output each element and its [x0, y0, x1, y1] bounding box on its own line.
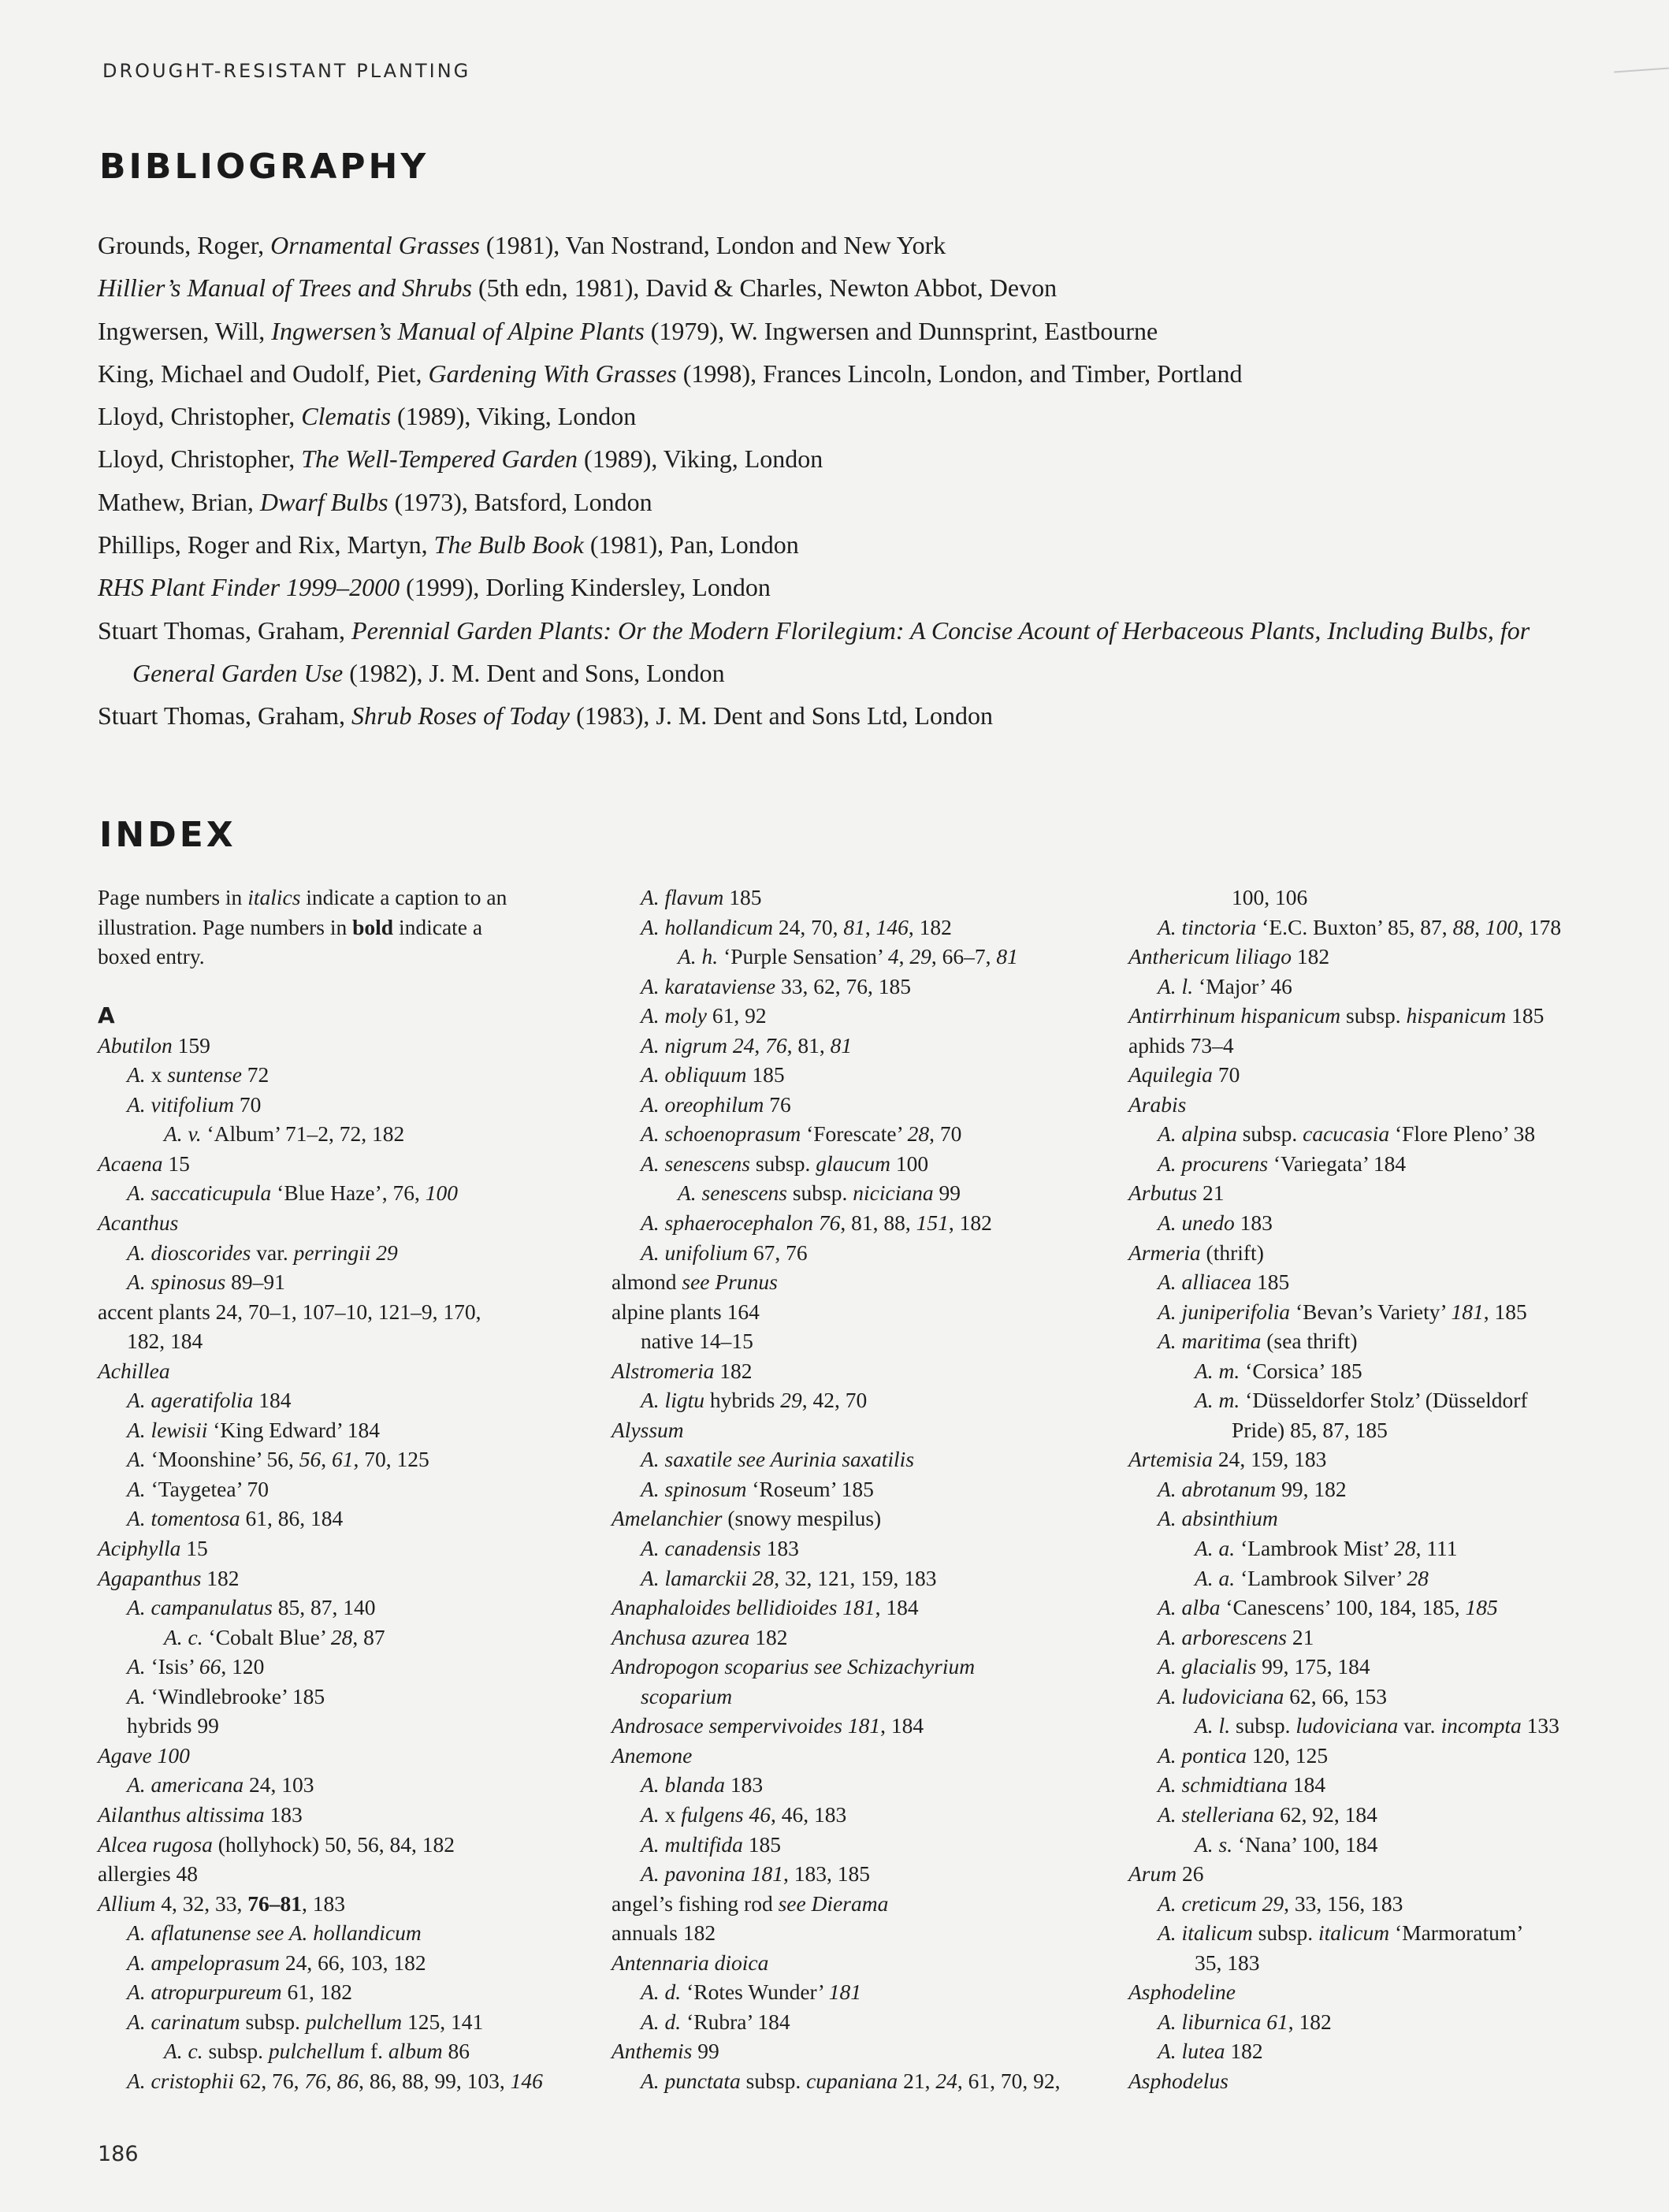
index-entry: Anthericum liliago 182: [1128, 944, 1330, 969]
index-subentry: A. liburnica 61, 182: [1158, 2009, 1332, 2034]
index-entry: Achillea: [98, 1358, 170, 1383]
index-subentry: A. aflatunense see A. hollandicum: [127, 1920, 422, 1946]
index-subentry: A. stelleriana 62, 92, 184: [1158, 1801, 1377, 1827]
bibliography-title: BIBLIOGRAPHY: [99, 147, 429, 187]
index-subentry: A. tomentosa 61, 86, 184: [127, 1506, 344, 1531]
index-entry: annuals 182: [611, 1920, 716, 1946]
index-subentry: A. canadensis 183: [641, 1536, 799, 1561]
index-entry: Agave 100: [98, 1742, 190, 1768]
index-subentry: A. schmidtiana 184: [1158, 1772, 1326, 1797]
bibliography-list: [98, 224, 1595, 738]
index-entry: Artemisia 24, 159, 183: [1128, 1447, 1327, 1472]
index-entry: angel’s fishing rod see Dierama: [611, 1890, 889, 1916]
index-entry: Asphodeline: [1128, 1980, 1236, 2005]
index-entry: Alyssum: [611, 1417, 684, 1442]
index-entry: Arbutus 21: [1128, 1180, 1225, 1206]
index-title: INDEX: [99, 815, 236, 855]
index-subentry: A. nigrum 24, 76, 81, 81: [641, 1032, 853, 1058]
index-subentry: A. cristophii 62, 76, 76, 86, 86, 88, 99, 103, 146: [127, 2068, 543, 2093]
index-entry: allergies 48: [98, 1861, 199, 1887]
index-entry: Anchusa azurea 182: [611, 1624, 788, 1649]
index-subentry: A. procurens ‘Variegata’ 184: [1158, 1151, 1407, 1176]
index-subentry: A. atropurpureum 61, 182: [127, 1980, 352, 2005]
index-entry: almond see Prunus: [611, 1270, 778, 1295]
index-subentry: A. ligtu hybrids 29, 42, 70: [641, 1388, 868, 1413]
index-subentry: A. d. ‘Rotes Wunder’ 181: [641, 1980, 861, 2005]
index-subentry: A. lewisii ‘King Edward’ 184: [127, 1417, 381, 1442]
index-subentry: A. tinctoria ‘E.C. Buxton’ 85, 87, 88, 100, 178: [1158, 914, 1562, 939]
index-entry: aphids 73–4: [1128, 1032, 1234, 1058]
index-subentry: A. unifolium 67, 76: [641, 1240, 808, 1265]
index-subentry: A. ‘Windlebrooke’ 185: [127, 1683, 325, 1708]
index-subentry: A. x fulgens 46, 46, 183: [641, 1801, 847, 1827]
index-entry: Acanthus: [98, 1210, 179, 1236]
index-subentry: A. c. subsp. pulchellum f. album 86: [164, 2039, 470, 2064]
index-entry: Anemone: [611, 1742, 693, 1768]
index-subentry: A. americana 24, 103: [127, 1772, 314, 1797]
index-subentry: A. saxatile see Aurinia saxatilis: [641, 1447, 915, 1472]
bibliography-entry: Ingwersen, Will, Ingwersen’s Manual of Alpine Plants (1979), W. Ingwersen and Dunnsprint, Eastbourne: [98, 316, 1158, 345]
index-subentry: A. sphaerocephalon 76, 81, 88, 151, 182: [641, 1210, 992, 1236]
index-subentry: A. alba ‘Canescens’ 100, 184, 185, 185: [1158, 1595, 1498, 1620]
index-subentry: A. oreophilum 76: [641, 1091, 791, 1117]
index-entry: Alcea rugosa (hollyhock) 50, 56, 84, 182: [98, 1831, 455, 1857]
index-entry: Aquilegia 70: [1128, 1062, 1240, 1087]
index-subentry: A. m. ‘Corsica’ 185: [1195, 1358, 1362, 1383]
index-subentry: A. unedo 183: [1158, 1210, 1273, 1236]
index-subentry: A. pavonina 181, 183, 185: [641, 1861, 871, 1887]
index-subentry: A. maritima (sea thrift): [1158, 1329, 1358, 1354]
index-subentry: A. x suntense 72: [127, 1062, 269, 1087]
index-entry: Asphodelus: [1128, 2068, 1229, 2093]
index-column-2: [611, 883, 1116, 2095]
index-subentry: A. creticum 29, 33, 156, 183: [1158, 1890, 1403, 1916]
index-entry: Antennaria dioica: [611, 1950, 769, 1975]
index-subentry: A. ludoviciana 62, 66, 153: [1158, 1683, 1388, 1708]
index-subentry: A. campanulatus 85, 87, 140: [127, 1595, 376, 1620]
bibliography-entry: Lloyd, Christopher, The Well-Tempered Garden (1989), Viking, London: [98, 444, 823, 474]
index-subentry: A. hollandicum 24, 70, 81, 146, 182: [641, 914, 952, 939]
index-subentry: A. lutea 182: [1158, 2039, 1263, 2064]
index-spacer: [98, 972, 571, 1002]
index-subentry: A. blanda 183: [641, 1772, 764, 1797]
bibliography-entry: Hillier’s Manual of Trees and Shrubs (5th edn, 1981), David & Charles, Newton Abbot, Devon: [98, 273, 1058, 303]
index-subentry: A. a. ‘Lambrook Silver’ 28: [1195, 1565, 1429, 1590]
index-entry: Alstromeria 182: [611, 1358, 753, 1383]
index-subentry: A. senescens subsp. niciciana 99: [678, 1180, 961, 1206]
bibliography-entry: Phillips, Roger and Rix, Martyn, The Bulb Book (1981), Pan, London: [98, 530, 799, 560]
index-subentry: A. l. subsp. ludoviciana var. incompta 133: [1195, 1713, 1559, 1738]
index-letter-heading: A: [98, 1002, 115, 1029]
index-subentry: A. arborescens 21: [1158, 1624, 1314, 1649]
index-subentry: A. pontica 120, 125: [1158, 1742, 1329, 1768]
index-column-3: [1128, 883, 1649, 2095]
index-subentry: A. v. ‘Album’ 71–2, 72, 182: [164, 1121, 405, 1147]
page-number: 186: [98, 2142, 139, 2166]
index-subentry: A. lamarckii 28, 32, 121, 159, 183: [641, 1565, 937, 1590]
index-subentry: A. alliacea 185: [1158, 1270, 1290, 1295]
index-entry: Acaena 15: [98, 1151, 190, 1176]
index-subentry: scoparium: [641, 1683, 733, 1708]
bibliography-entry: Stuart Thomas, Graham, Shrub Roses of Today (1983), J. M. Dent and Sons Ltd, London: [98, 701, 993, 731]
index-entry: alpine plants 164: [611, 1299, 760, 1324]
index-entry: Arum 26: [1128, 1861, 1204, 1887]
index-subentry: A. m. ‘Düsseldorfer Stolz’ (Düsseldorf: [1195, 1388, 1528, 1413]
index-entry: accent plants 24, 70–1, 107–10, 121–9, 170,: [98, 1299, 481, 1324]
index-subentry: A. punctata subsp. cupaniana 21, 24, 61, 70, 92,: [641, 2068, 1061, 2093]
index-subentry: A. spinosum ‘Roseum’ 185: [641, 1476, 874, 1501]
bibliography-entry: Lloyd, Christopher, Clematis (1989), Viking, London: [98, 402, 637, 431]
index-subentry: A. alpina subsp. cacucasia ‘Flore Pleno’ 38: [1158, 1121, 1536, 1147]
index-entry: Abutilon 159: [98, 1032, 210, 1058]
index-subentry: A. ‘Moonshine’ 56, 56, 61, 70, 125: [127, 1447, 429, 1472]
index-subentry: A. schoenoprasum ‘Forescate’ 28, 70: [641, 1121, 962, 1147]
bibliography-entry: Grounds, Roger, Ornamental Grasses (1981), Van Nostrand, London and New York: [98, 231, 946, 259]
index-entry: Page numbers in italics indicate a caption to an: [98, 885, 507, 909]
index-entry: Anaphaloides bellidioides 181, 184: [611, 1595, 919, 1620]
index-entry: Androsace sempervivoides 181, 184: [611, 1713, 924, 1738]
index-subentry: A. dioscorides var. perringii 29: [127, 1240, 398, 1265]
index-subentry: A. s. ‘Nana’ 100, 184: [1195, 1831, 1378, 1857]
bibliography-entry: King, Michael and Oudolf, Piet, Gardening With Grasses (1998), Frances Lincoln, London, and Timber, Portland: [98, 359, 1243, 388]
index-subentry: A. h. ‘Purple Sensation’ 4, 29, 66–7, 81: [678, 944, 1018, 969]
index-subentry: A. absinthium: [1158, 1506, 1278, 1531]
index-subentry: A. carinatum subsp. pulchellum 125, 141: [127, 2009, 484, 2034]
index-subentry: Pride) 85, 87, 185: [1232, 1417, 1388, 1442]
index-subentry: A. multifida 185: [641, 1831, 781, 1857]
index-subentry: 182, 184: [127, 1329, 203, 1354]
index-subentry: A. ageratifolia 184: [127, 1388, 292, 1413]
index-subentry: A. juniperifolia ‘Bevan’s Variety’ 181, 185: [1158, 1299, 1527, 1324]
index-entry: Aciphylla 15: [98, 1536, 208, 1561]
index-entry: Anthemis 99: [611, 2039, 719, 2064]
index-subentry: A. saccaticupula ‘Blue Haze’, 76, 100: [127, 1180, 459, 1206]
index-entry: Armeria (thrift): [1128, 1240, 1264, 1265]
corner-mark: [1614, 68, 1669, 73]
index-subentry: 100, 106: [1232, 885, 1308, 909]
index-subentry: A. glacialis 99, 175, 184: [1158, 1654, 1370, 1679]
running-head: DROUGHT-RESISTANT PLANTING: [102, 60, 471, 82]
index-subentry: A. ‘Isis’ 66, 120: [127, 1654, 265, 1679]
index-entry: Agapanthus 182: [98, 1565, 240, 1590]
index-entry: Amelanchier (snowy mespilus): [611, 1506, 882, 1531]
index-subentry: A. c. ‘Cobalt Blue’ 28, 87: [164, 1624, 385, 1649]
index-subentry: 35, 183: [1195, 1950, 1260, 1975]
index-subentry: A. vitifolium 70: [127, 1091, 262, 1117]
bibliography-entry: Mathew, Brian, Dwarf Bulbs (1973), Batsford, London: [98, 487, 652, 516]
index-subentry: A. a. ‘Lambrook Mist’ 28, 111: [1195, 1536, 1458, 1561]
index-subentry: A. l. ‘Major’ 46: [1158, 973, 1292, 998]
index-entry: illustration. Page numbers in bold indicate a: [98, 914, 483, 939]
index-entry: boxed entry.: [98, 944, 205, 969]
index-subentry: A. karataviense 33, 62, 76, 185: [641, 973, 911, 998]
index-subentry: native 14–15: [641, 1329, 753, 1354]
index-subentry: A. ‘Taygetea’ 70: [127, 1476, 269, 1501]
index-subentry: A. obliquum 185: [641, 1062, 785, 1087]
index-column-1: [98, 883, 571, 2095]
index-entry: Allium 4, 32, 33, 76–81, 183: [98, 1890, 345, 1916]
index-subentry: A. abrotanum 99, 182: [1158, 1476, 1347, 1501]
index-subentry: A. ampeloprasum 24, 66, 103, 182: [127, 1950, 426, 1975]
index-entry: Antirrhinum hispanicum subsp. hispanicum 185: [1128, 1003, 1544, 1028]
index-subentry: A. spinosus 89–91: [127, 1270, 285, 1295]
index-subentry: A. moly 61, 92: [641, 1003, 767, 1028]
index-entry: Andropogon scoparius see Schizachyrium: [611, 1654, 976, 1679]
bibliography-entry: RHS Plant Finder 1999–2000 (1999), Dorling Kindersley, London: [98, 573, 771, 602]
index-entry: Arabis: [1128, 1091, 1187, 1117]
index-entry: Ailanthus altissima 183: [98, 1801, 303, 1827]
bibliography-entry: Stuart Thomas, Graham, Perennial Garden Plants: Or the Modern Florilegium: A Concise Acount of Herbaceous Plants, Including Bulbs, for General Garden Use (1982), J. M. Dent and Sons, London: [98, 615, 1530, 687]
index-subentry: A. senescens subsp. glaucum 100: [641, 1151, 929, 1176]
index-subentry: hybrids 99: [127, 1713, 219, 1738]
index-subentry: A. flavum 185: [641, 885, 762, 909]
index-subentry: A. italicum subsp. italicum ‘Marmoratum’: [1158, 1920, 1524, 1946]
index-subentry: A. d. ‘Rubra’ 184: [641, 2009, 790, 2034]
